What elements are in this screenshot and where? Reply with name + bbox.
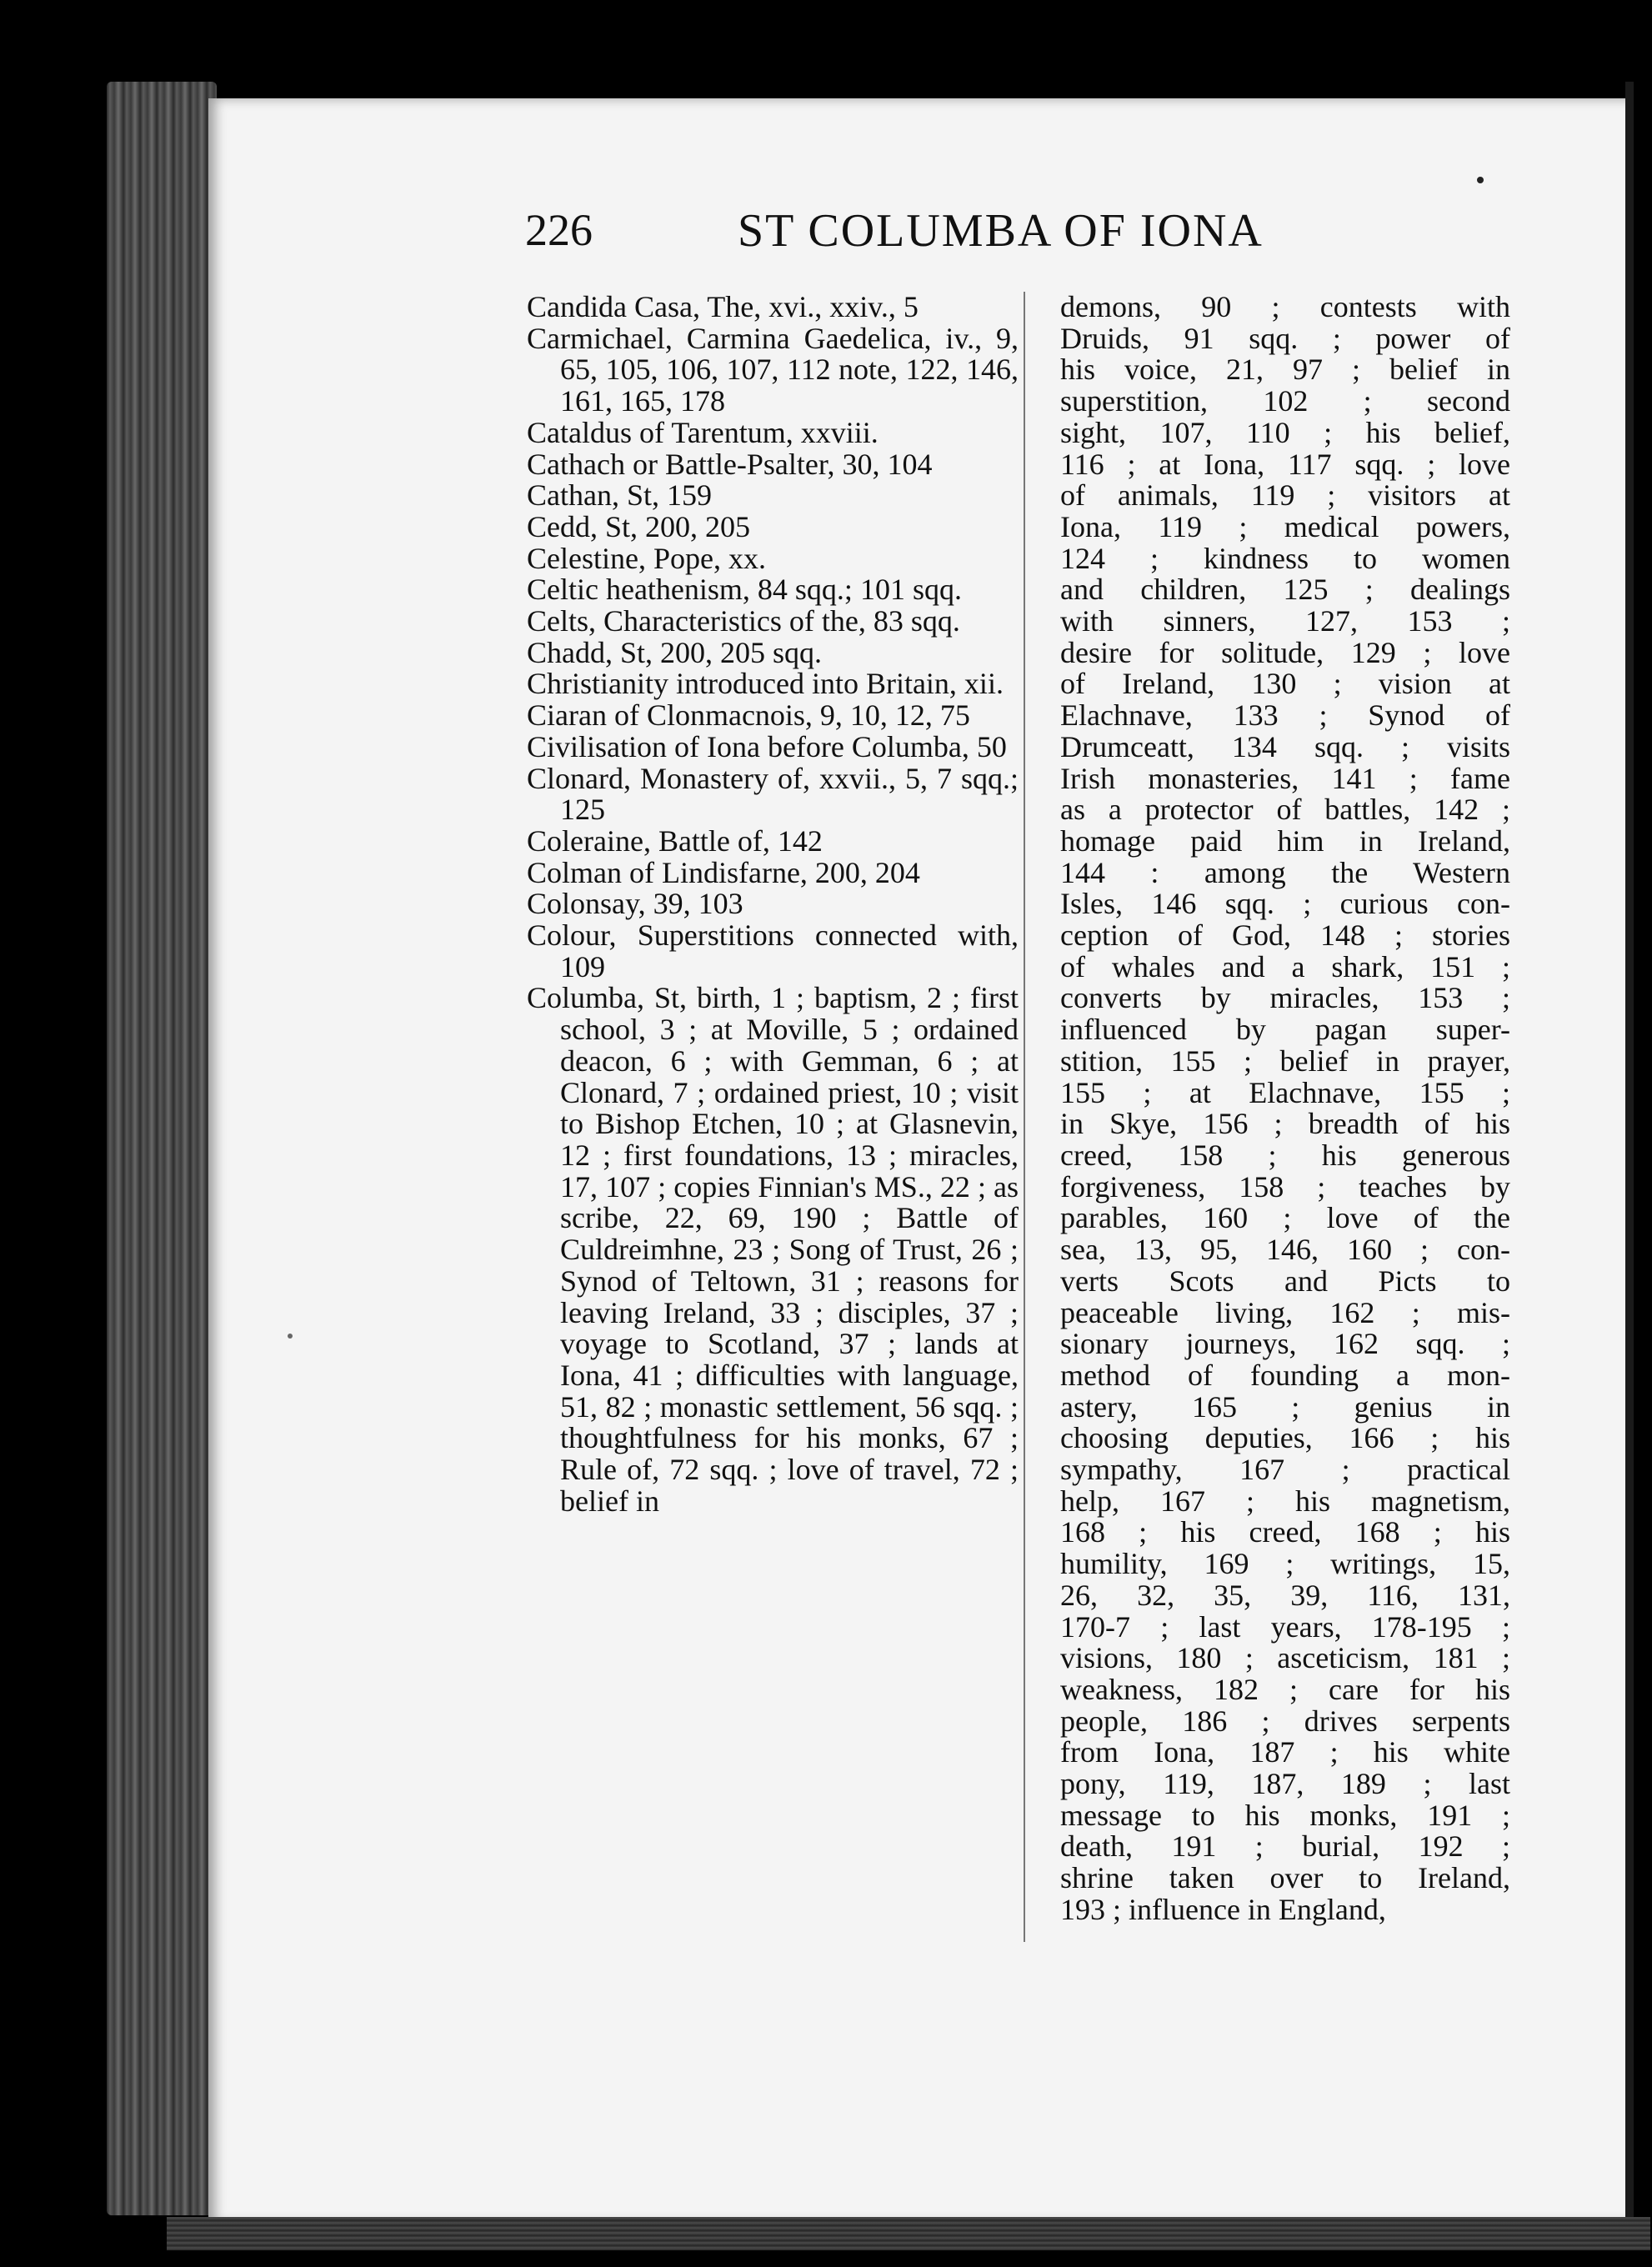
index-continuation-line: weakness, 182 ; care for his [1060, 1672, 1510, 1706]
index-continuation-line: message to his monks, 191 ; [1060, 1798, 1510, 1832]
index-continuation-line: desire for solitude, 129 ; love [1060, 635, 1510, 669]
index-continuation-line: shrine taken over to Ireland, [1060, 1861, 1510, 1895]
page-right-edge [1625, 82, 1634, 2232]
index-entry: Clonard, Monastery of, xxvii., 5, 7 sqq.; 125 [527, 761, 1019, 827]
index-continuation-line: superstition, 102 ; second [1060, 384, 1510, 418]
index-entry: Cathach or Battle-Psalter, 30, 104 [527, 447, 933, 481]
index-continuation-line: demons, 90 ; contests with [1060, 290, 1510, 323]
index-continuation-line: homage paid him in Ireland, [1060, 823, 1510, 858]
index-continuation-line: 144 : among the Western [1060, 855, 1510, 889]
index-entry-columba: Columba, St, birth, 1 ; baptism, 2 ; first school, 3 ; at Moville, 5 ; ordained deacon, 6 ; with Gemman, 6 ; at Clonard, 7 ; ordained priest, 10 ; visit to Bishop Etchen, 10 ; at Glasnevin, 12 ; first foundations, 13 ; miracles, 17, 107 ; copies Finnian's MS., 22 ; as scribe, 22, 69, 190 ; Battle of Culdreimhne, 23 ; Song of Trust, 26 ; Synod of Teltown, 31 ; reasons for leaving Ireland, 33 ; disciples, 37 ; voyage to Scotland, 37 ; lands at Iona, 41 ; difficulties with language, 51, 82 ; monastic settlement, 56 sqq. ; thoughtfulness for his monks, 67 ; Rule of, 72 sqq. ; love of travel, 72 ; belief in [527, 981, 1019, 1518]
index-entry: Celestine, Pope, xx. [527, 541, 766, 575]
index-continuation-line: pony, 119, 187, 189 ; last [1060, 1767, 1510, 1801]
ink-speck [1477, 177, 1484, 183]
index-continuation-line: peaceable living, 162 ; mis- [1060, 1295, 1510, 1329]
index-continuation-line: 26, 32, 35, 39, 116, 131, [1060, 1578, 1510, 1612]
index-continuation-line: 155 ; at Elachnave, 155 ; [1060, 1075, 1510, 1109]
index-continuation-line: sight, 107, 110 ; his belief, [1060, 415, 1510, 449]
index-continuation-line: visions, 180 ; asceticism, 181 ; [1060, 1641, 1510, 1675]
index-entry: Chadd, St, 200, 205 sqq. [527, 635, 823, 669]
index-continuation-line: his voice, 21, 97 ; belief in [1060, 353, 1510, 387]
index-entry: Civilisation of Iona before Columba, 50 [527, 729, 1007, 763]
index-continuation-line: sympathy, 167 ; practical [1060, 1453, 1510, 1487]
index-continuation-line: in Skye, 156 ; breadth of his [1060, 1107, 1510, 1141]
index-entry: Colman of Lindisfarne, 200, 204 [527, 855, 920, 889]
index-continuation-line: Elachnave, 133 ; Synod of [1060, 698, 1510, 733]
page-bottom-edge [167, 2217, 1650, 2250]
index-entry: Colour, Superstitions connected with, 109 [527, 918, 1019, 983]
index-continuation-line: ception of God, 148 ; stories [1060, 918, 1510, 953]
index-entry: Christianity introduced into Britain, xii. [527, 667, 1004, 701]
index-entry: Cathan, St, 159 [527, 478, 712, 513]
index-column-left [527, 292, 1019, 1517]
index-continuation-line: with sinners, 127, 153 ; [1060, 604, 1510, 638]
index-entry: Celtic heathenism, 84 sqq.; 101 sqq. [527, 573, 962, 607]
index-entry: Candida Casa, The, xvi., xxiv., 5 [527, 290, 919, 323]
index-continuation-line: and children, 125 ; dealings [1060, 573, 1510, 607]
index-continuation-line: sionary journeys, 162 sqq. ; [1060, 1327, 1510, 1361]
index-continuation-line: influenced by pagan super- [1060, 1013, 1510, 1047]
index-continuation-line: death, 191 ; burial, 192 ; [1060, 1829, 1510, 1864]
ink-speck [288, 1334, 293, 1339]
index-entry: Carmichael, Carmina Gaedelica, iv., 9, 65, 105, 106, 107, 112 note, 122, 146, 161, 165, 178 [527, 321, 1019, 418]
index-continuation-line: of animals, 119 ; visitors at [1060, 478, 1510, 513]
index-entry: Colonsay, 39, 103 [527, 887, 743, 921]
index-continuation-line: 116 ; at Iona, 117 sqq. ; love [1060, 447, 1510, 481]
index-continuation-line: humility, 169 ; writings, 15, [1060, 1547, 1510, 1581]
index-continuation-line: 124 ; kindness to women [1060, 541, 1510, 575]
book-spine-edge [107, 82, 217, 2215]
index-continuation-line: of whales and a shark, 151 ; [1060, 949, 1510, 983]
index-continuation-line: help, 167 ; his magnetism, [1060, 1484, 1510, 1518]
index-continuation-line: 168 ; his creed, 168 ; his [1060, 1515, 1510, 1549]
index-entry: Cataldus of Tarentum, xxviii. [527, 415, 879, 449]
index-continuation-line: forgiveness, 158 ; teaches by [1060, 1169, 1510, 1204]
index-entry: Ciaran of Clonmacnois, 9, 10, 12, 75 [527, 698, 970, 733]
index-continuation-line: Druids, 91 sqq. ; power of [1060, 321, 1510, 355]
page-number: 226 [525, 205, 593, 255]
index-continuation-line: verts Scots and Picts to [1060, 1264, 1510, 1298]
index-continuation-line: converts by miracles, 153 ; [1060, 981, 1510, 1015]
index-entry: Coleraine, Battle of, 142 [527, 823, 823, 858]
column-divider [1024, 292, 1025, 1942]
index-continuation-line: Drumceatt, 134 sqq. ; visits [1060, 729, 1510, 763]
index-column-right [1060, 292, 1510, 1926]
index-continuation-line: parables, 160 ; love of the [1060, 1201, 1510, 1235]
index-continuation-line: 193 ; influence in England, [1060, 1892, 1386, 1926]
index-continuation-line: Iona, 119 ; medical powers, [1060, 509, 1510, 543]
running-title: ST COLUMBA OF IONA [738, 205, 1264, 257]
index-continuation-line: from Iona, 187 ; his white [1060, 1735, 1510, 1769]
index-continuation-line: of Ireland, 130 ; vision at [1060, 667, 1510, 701]
index-continuation-line: sea, 13, 95, 146, 160 ; con- [1060, 1233, 1510, 1267]
index-continuation-line: astery, 165 ; genius in [1060, 1389, 1510, 1424]
index-continuation-line: Irish monasteries, 141 ; fame [1060, 761, 1510, 795]
index-continuation-line: as a protector of battles, 142 ; [1060, 793, 1510, 827]
index-entry: Cedd, St, 200, 205 [527, 509, 751, 543]
index-continuation-line: creed, 158 ; his generous [1060, 1138, 1510, 1172]
index-continuation-line: stition, 155 ; belief in prayer, [1060, 1043, 1510, 1078]
index-continuation-line: method of founding a mon- [1060, 1358, 1510, 1392]
index-continuation-line: choosing deputies, 166 ; his [1060, 1421, 1510, 1455]
index-continuation-line: Isles, 146 sqq. ; curious con- [1060, 887, 1510, 921]
index-continuation-line: people, 186 ; drives serpents [1060, 1704, 1510, 1738]
index-entry: Celts, Characteristics of the, 83 sqq. [527, 604, 960, 638]
index-continuation-line: 170-7 ; last years, 178-195 ; [1060, 1609, 1510, 1644]
